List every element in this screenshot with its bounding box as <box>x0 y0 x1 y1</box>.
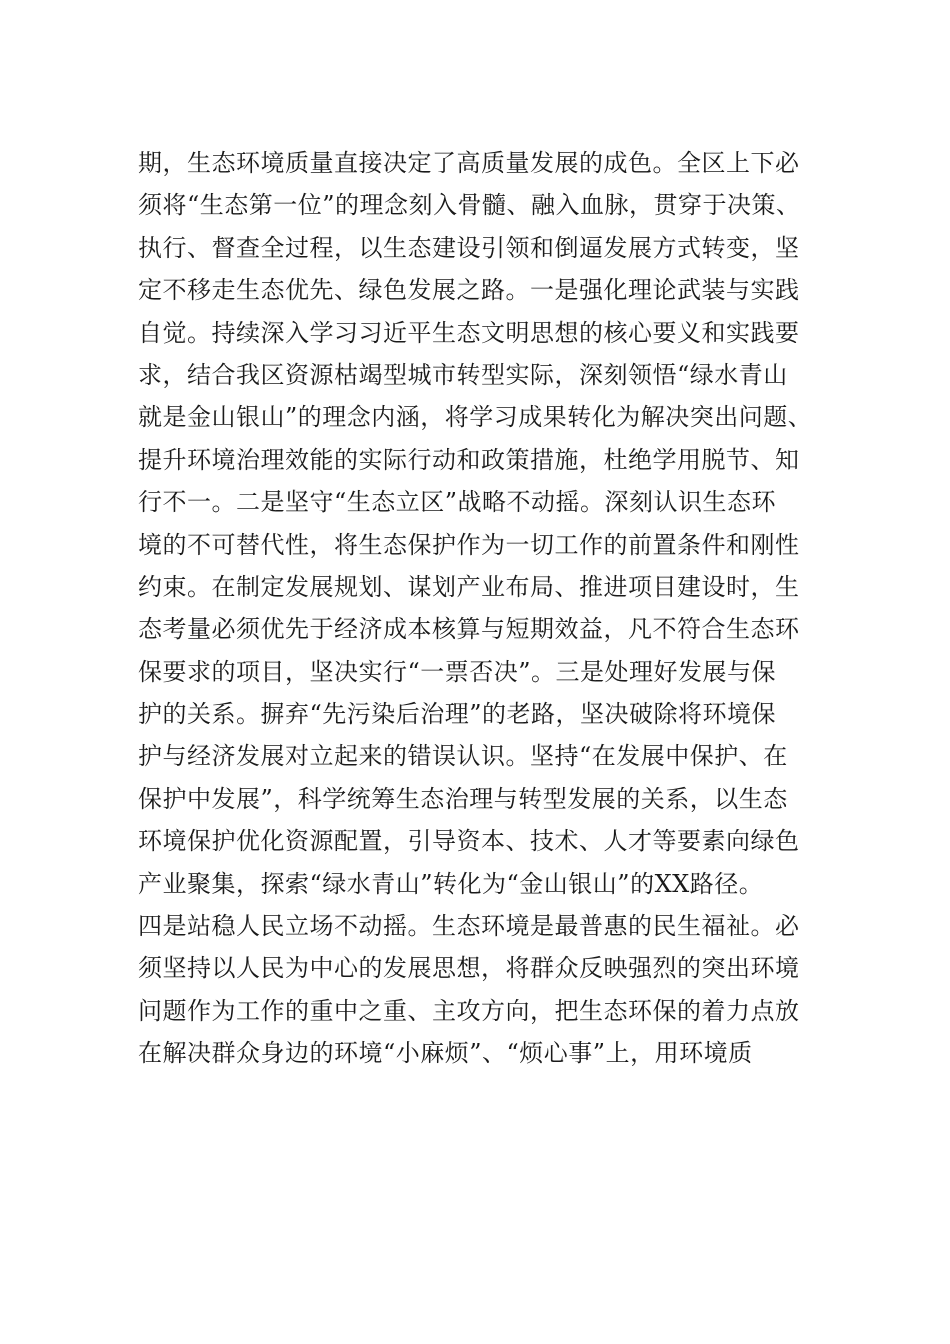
text-line: 须将“生态第一位”的理念刻入骨髓、融入血脉，贯穿于决策、 <box>138 191 801 220</box>
text-line: 在解决群众身边的环境“小麻烦”、“烦心事”上，用环境质 <box>138 1039 753 1068</box>
text-line: 态考量必须优先于经济成本核算与短期效益，凡不符合生态环 <box>138 615 800 644</box>
text-line: 境的不可替代性，将生态保护作为一切工作的前置条件和刚性 <box>138 530 800 559</box>
text-line: 提升环境治理效能的实际行动和政策措施，杜绝学用脱节、知 <box>138 445 800 474</box>
text-line: 求，结合我区资源枯竭型城市转型实际，深刻领悟“绿水青山 <box>138 360 788 389</box>
text-line: 执行、督查全过程，以生态建设引领和倒逼发展方式转变，坚 <box>138 233 800 262</box>
text-line: 自觉。持续深入学习习近平生态文明思想的核心要义和实践要 <box>138 318 800 347</box>
text-line: 期，生态环境质量直接决定了高质量发展的成色。全区上下必 <box>138 149 800 177</box>
text-line: 护的关系。摒弃“先污染后治理”的老路，坚决破除将环境保 <box>138 700 777 729</box>
text-line: 行不一。二是坚守“生态立区”战略不动摇。深刻认识生态环 <box>138 488 777 517</box>
text-line: 护与经济发展对立起来的错误认识。坚持“在发展中保护、在 <box>138 742 788 771</box>
text-line: 约束。在制定发展规划、谋划产业布局、推进项目建设时，生 <box>138 572 800 601</box>
text-line: 须坚持以人民为中心的发展思想，将群众反映强烈的突出环境 <box>138 954 800 983</box>
body-text <box>138 142 838 1075</box>
text-line: 产业聚集，探索“绿水青山”转化为“金山银山”的XX路径。 <box>138 869 764 898</box>
text-line: 环境保护优化资源配置，引导资本、技术、人才等要素向绿色 <box>138 827 800 856</box>
text-line: 定不移走生态优先、绿色发展之路。一是强化理论武装与实践 <box>138 276 800 305</box>
text-line: 问题作为工作的重中之重、主攻方向，把生态环保的着力点放 <box>138 996 800 1025</box>
text-line: 四是站稳人民立场不动摇。生态环境是最普惠的民生福祉。必 <box>138 912 800 941</box>
text-line: 就是金山银山”的理念内涵，将学习成果转化为解决突出问题、 <box>138 403 813 432</box>
text-line: 保护中发展”，科学统筹生态治理与转型发展的关系，以生态 <box>138 784 788 813</box>
text-line: 保要求的项目，坚决实行“一票否决”。三是处理好发展与保 <box>138 657 777 686</box>
